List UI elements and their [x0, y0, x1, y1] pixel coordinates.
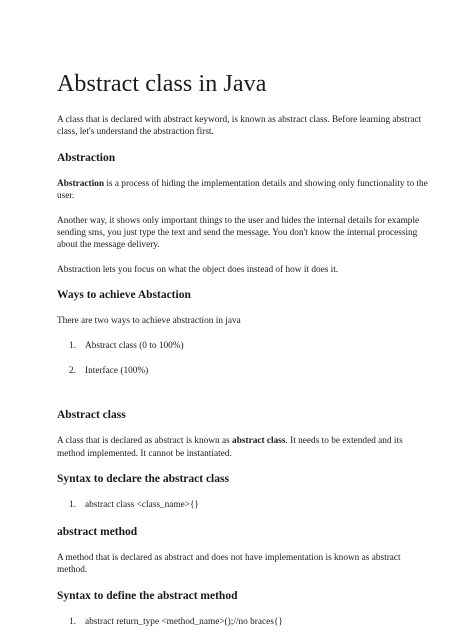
abstraction-term: Abstraction: [57, 178, 104, 189]
abstraction-paragraph-1: [57, 178, 430, 203]
abstract-class-paragraph: [57, 435, 430, 460]
list-item: [57, 499, 430, 511]
abstract-class-term: abstract class: [232, 436, 286, 447]
heading-abstraction: Abstraction: [57, 151, 116, 164]
list-number: 1.: [69, 340, 76, 351]
list-text: Abstract class (0 to 100%): [85, 340, 184, 351]
list-item: [57, 616, 430, 628]
heading-syntax-class: Syntax to declare the abstract class: [57, 473, 229, 486]
list-number: 2.: [69, 366, 76, 377]
code-line: abstract class <class_name>{}: [85, 500, 199, 511]
abstraction-definition: is a process of hiding the implementation details and showing only functionality to the user.: [57, 178, 428, 202]
intro-paragraph: A class that is declared with abstract keyword, is known as abstract class. Before learning abstract class, let's understand the abstraction first.: [57, 115, 422, 138]
list-number: 1.: [69, 616, 76, 627]
list-number: 1.: [69, 500, 76, 511]
abstraction-paragraph-2: Another way, it shows only important things to the user and hides the internal details for example sending sms, you just type the text and send the message. You don't know the internal processing about the message delivery.: [57, 215, 420, 251]
ways-list: [57, 340, 430, 378]
syntax-method-list: [57, 616, 430, 628]
list-item: [57, 340, 430, 352]
heading-syntax-method: Syntax to define the abstract method: [57, 589, 238, 602]
list-item: [57, 365, 430, 377]
code-line: abstract return_type <method_name>();//no braces{}: [85, 616, 283, 627]
page-title: Abstract class in Java: [57, 71, 267, 97]
list-text: Interface (100%): [85, 366, 149, 377]
ways-intro: There are two ways to achieve abstraction in java: [57, 316, 241, 327]
abstraction-paragraph-3: Abstraction lets you focus on what the object does instead of how it does it.: [57, 264, 339, 275]
spacer: [57, 390, 430, 408]
syntax-class-list: [57, 499, 430, 511]
abstract-method-paragraph: A method that is declared as abstract and does not have implementation is known as abstract method.: [57, 552, 401, 576]
abstract-class-text-pre: A class that is declared as abstract is known as: [57, 436, 233, 447]
heading-abstract-method: abstract method: [57, 525, 138, 538]
heading-ways: Ways to achieve Abstaction: [57, 289, 191, 302]
abstract-class-text-post: . It needs to be extended and its method implemented. It cannot be instantiated.: [57, 436, 403, 459]
heading-abstract-class: Abstract class: [57, 409, 126, 422]
